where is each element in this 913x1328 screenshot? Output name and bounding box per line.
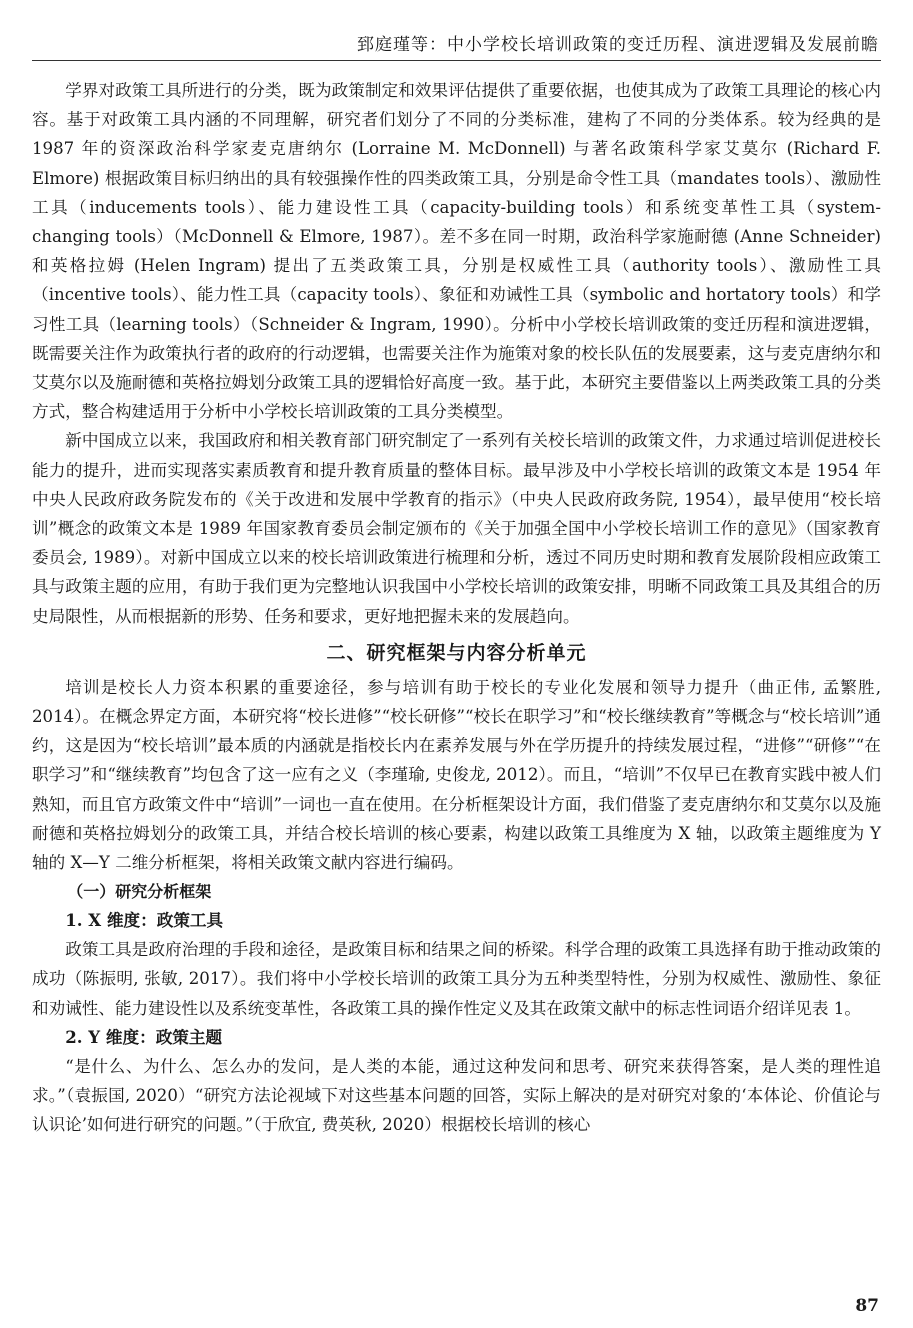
y-dimension-heading: 2. Y 维度：政策主题 xyxy=(65,1026,223,1047)
paragraph-x-dimension: 政策工具是政府治理的手段和途径，是政策目标和结果之间的桥梁。科学合理的政策工具选择有助于推动政策的成功（陈振明, 张敏, 2017）。我们将中小学校长培训的政策工具分为五种类型特性，分别为权威性、激励性、象征和劝诫性、能力建设性以及系统变革性，各政策工具的操作性定义及其在政策文献中的标志性词语介绍详见表 1。 xyxy=(32,940,881,1018)
x-dimension-heading: 1. X 维度：政策工具 xyxy=(65,910,224,931)
running-header: 郅庭瑾等：中小学校长培训政策的变迁历程、演进逻辑及发展前瞻 xyxy=(357,35,879,55)
paragraph-policy-history: 新中国成立以来，我国政府和相关教育部门研究制定了一系列有关校长培训的政策文件，力求通过培训促进校长能力的提升，进而实现落实素质教育和提升教育质量的整体目标。最早涉及中小学校长培训的政策文本是 1954 年中央人民政府政务院发布的《关于改进和发展中学教育的指示》（中央人民政府政务院, 1954），最早使用“校长培训”概念的政策文本是 1989 年国家教育委员会制定颁布的《关于加强全国中小学校长培训工作的意见》（国家教育委员会, 1989）。对新中国成立以来的校长培训政策进行梳理和分析，透过不同历史时期和教育发展阶段相应政策工具与政策主题的应用，有助于我们更为完整地认识我国中小学校长培训的政策安排，明晰不同政策工具及其组合的历史局限性，从而根据新的形势、任务和要求，更好地把握未来的发展趋向。 xyxy=(32,431,881,626)
header-divider xyxy=(32,60,881,61)
paragraph-y-dimension: “是什么、为什么、怎么办的发问，是人类的本能，通过这种发问和思考、研究来获得答案，是人类的理性追求。”（袁振国, 2020）“研究方法论视域下对这些基本问题的回答，实际上解决的是对研究对象的‘本体论、价值论与认识论’如何进行研究的问题。”（于欣宜, 费英秋, 2020）根据校长培训的核心 xyxy=(32,1056,881,1135)
article-body xyxy=(32,76,881,1140)
section-heading: 二、研究框架与内容分析单元 xyxy=(326,641,587,664)
page-number: 87 xyxy=(855,1296,879,1316)
paragraph-policy-tool-classification: 学界对政策工具所进行的分类，既为政策制定和效果评估提供了重要依据，也使其成为了政策工具理论的核心内容。基于对政策工具内涵的不同理解，研究者们划分了不同的分类标准，建构了不同的分类体系。较为经典的是 1987 年的资深政治科学家麦克唐纳尔 (Lorraine M. McDonnell) 与著名政策科学家艾莫尔 (Richard F. Elmore) 根据政策目标归纳出的具有较强操作性的四类政策工具，分别是命令性工具（mandates tools）、激励性工具（inducements tools）、能力建设性工具（capacity-building tools）和系统变革性工具（system-changing tools）（McDonnell & Elmore, 1987）。差不多在同一时期，政治科学家施耐德 (Anne Schneider) 和英格拉姆 (Helen Ingram) 提出了五类政策工具，分别是权威性工具（authority tools）、激励性工具（incentive tools）、能力性工具（capacity tools）、象征和劝诫性工具（symbolic and hortatory tools）和学习性工具（learning tools）（Schneider & Ingram, 1990）。分析中小学校长培训政策的变迁历程和演进逻辑，既需要关注作为政策执行者的政府的行动逻辑，也需要关注作为施策对象的校长队伍的发展要素，这与麦克唐纳尔和艾莫尔以及施耐德和英格拉姆划分政策工具的逻辑恰好高度一致。基于此，本研究主要借鉴以上两类政策工具的分类方式，整合构建适用于分析中小学校长培训政策的工具分类模型。 xyxy=(32,81,881,422)
subsection-heading: （一）研究分析框架 xyxy=(67,882,212,902)
paragraph-training-concept: 培训是校长人力资本积累的重要途径，参与培训有助于校长的专业化发展和领导力提升（曲正伟, 孟繁胜, 2014）。在概念界定方面，本研究将“校长进修”“校长研修”“校长在职学习”和“校长继续教育”等概念与“校长培训”通约，这是因为“校长培训”最本质的内涵就是指校长内在素养发展与外在学历提升的持续发展过程，“进修”“研修”“在职学习”和“继续教育”均包含了这一应有之义（李瑾瑜, 史俊龙, 2012）。而且，“培训”不仅早已在教育实践中被人们熟知，而且官方政策文件中“培训”一词也一直在使用。在分析框架设计方面，我们借鉴了麦克唐纳尔和艾莫尔以及施耐德和英格拉姆划分的政策工具，并结合校长培训的核心要素，构建以政策工具维度为 X 轴，以政策主题维度为 Y 轴的 X—Y 二维分析框架，将相关政策文献内容进行编码。 xyxy=(32,677,881,873)
